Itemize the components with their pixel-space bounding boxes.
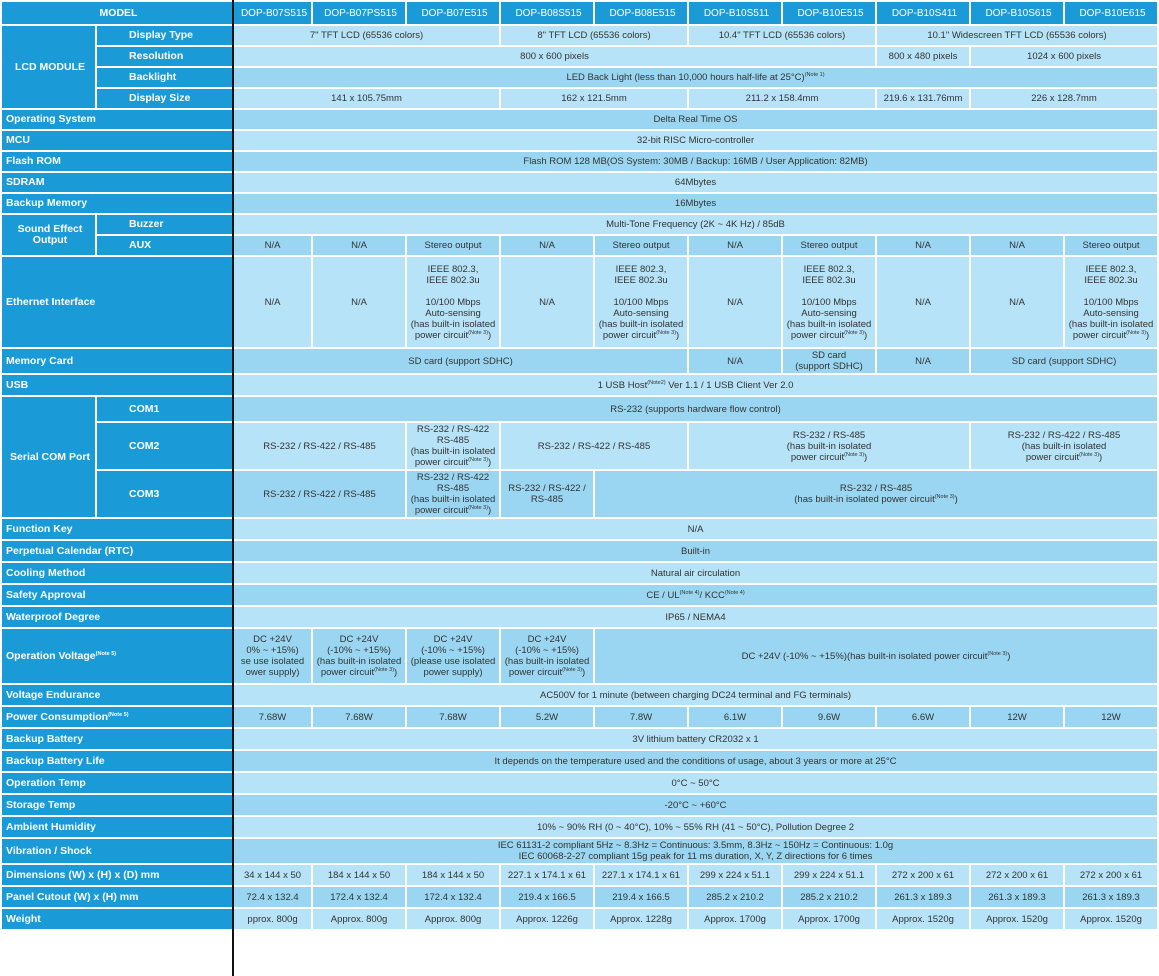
model-name: DOP-B08E515 — [595, 2, 687, 24]
spec-cell: Natural air circulation — [234, 563, 1157, 583]
spec-cell: Stereo output — [407, 236, 499, 255]
row-label: Ambient Humidity — [2, 817, 232, 837]
spec-row — [2, 375, 1157, 395]
spec-cell: 272 x 200 x 61 — [1065, 865, 1157, 885]
sub-label: COM3 — [97, 471, 232, 517]
spec-cell: 8" TFT LCD (65536 colors) — [501, 26, 687, 45]
spec-row — [2, 257, 1157, 347]
spec-cell: -20°C ~ +60°C — [234, 795, 1157, 815]
row-label: Weight — [2, 909, 232, 929]
row-label: Perpetual Calendar (RTC) — [2, 541, 232, 561]
spec-row — [2, 865, 1157, 885]
spec-row — [2, 68, 1157, 87]
spec-cell: Approx. 1700g — [689, 909, 781, 929]
spec-cell: N/A — [689, 257, 781, 347]
spec-row — [2, 26, 1157, 45]
spec-cell: 162 x 121.5mm — [501, 89, 687, 108]
spec-cell: N/A — [234, 236, 311, 255]
spec-cell: DC +24V (-10% ~ +15%) (please use isolated power supply) — [407, 629, 499, 683]
model-name: DOP-B10S615 — [971, 2, 1063, 24]
spec-row — [2, 629, 1157, 683]
spec-cell: SD card (support SDHC) — [971, 349, 1157, 373]
spec-cell: CE / $UL^{(Note 4)}/$ $KCC^{(Note 4)}$ — [234, 585, 1157, 605]
spec-row — [2, 563, 1157, 583]
spec-cell: RS-232 / RS-485 (has built-in isolated power circuit$^{(Note 3)}$) — [595, 471, 1157, 517]
row-label: Backup Battery Life — [2, 751, 232, 771]
spec-cell: 72.4 x 132.4 — [234, 887, 311, 907]
row-label: Safety Approval — [2, 585, 232, 605]
spec-row — [2, 685, 1157, 705]
row-label: Storage Temp — [2, 795, 232, 815]
sub-label: Display Type — [97, 26, 232, 45]
spec-cell: N/A — [971, 236, 1063, 255]
spec-cell: 800 x 600 pixels — [234, 47, 875, 66]
spec-cell: Built-in — [234, 541, 1157, 561]
spec-cell: 64Mbytes — [234, 173, 1157, 192]
spec-cell: RS-232 / RS-422 / RS-485 — [234, 423, 405, 469]
spec-cell: DC +24V (-10% ~ +15%)(has built-in isolated power circuit$^{(Note 3)}$) — [595, 629, 1157, 683]
spec-cell: 5.2W — [501, 707, 593, 727]
spec-cell: 3V lithium battery CR2032 x 1 — [234, 729, 1157, 749]
spec-cell: 6.1W — [689, 707, 781, 727]
spec-cell: Multi-Tone Frequency (2K ~ 4K Hz) / 85dB — [234, 215, 1157, 234]
spec-cell: 1024 x 600 pixels — [971, 47, 1157, 66]
model-label: MODEL — [2, 2, 232, 24]
spec-cell: 184 x 144 x 50 — [407, 865, 499, 885]
sub-label: COM1 — [97, 397, 232, 421]
spec-row — [2, 215, 1157, 234]
spec-row — [2, 795, 1157, 815]
spec-cell: RS-232 / RS-422 / RS-485 (has built-in isolated power circuit$^{(Note 3)}$) — [971, 423, 1157, 469]
spec-cell: 10% ~ 90% RH (0 ~ 40°C), 10% ~ 55% RH (41 ~ 50°C), Pollution Degree 2 — [234, 817, 1157, 837]
spec-cell: IEEE 802.3, IEEE 802.3u 10/100 Mbps Auto-sensing (has built-in isolated power circuit$^{(Note 3)}$) — [407, 257, 499, 347]
spec-cell: N/A — [877, 257, 969, 347]
spec-cell: Approx. 1520g — [877, 909, 969, 929]
spec-cell: IEEE 802.3, IEEE 802.3u 10/100 Mbps Auto-sensing (has built-in isolated power circuit$^{(Note 3)}$) — [1065, 257, 1157, 347]
row-label: SDRAM — [2, 173, 232, 192]
spec-cell: DC +24V (-10% ~ +15%) (has built-in isolated power circuit$^{(Note 3)}$) — [501, 629, 593, 683]
spec-row — [2, 397, 1157, 421]
spec-cell: IEC 61131-2 compliant 5Hz ~ 8.3Hz = Continuous: 3.5mm, 8.3Hz ~ 150Hz = Continuous: 1.0g IEC 60068-2-27 compliant 15g peak for 11 ms duration, X, Y, Z directions for 6 times — [234, 839, 1157, 863]
spec-cell: Stereo output — [595, 236, 687, 255]
row-label: Memory Card — [2, 349, 232, 373]
row-label: Ethernet Interface — [2, 257, 232, 347]
spec-cell: RS-232 / RS-422 RS-485 (has built-in isolated power circuit$^{(Note 3)}$) — [407, 423, 499, 469]
spec-row — [2, 729, 1157, 749]
spec-cell: AC500V for 1 minute (between charging DC24 terminal and FG terminals) — [234, 685, 1157, 705]
spec-row — [2, 131, 1157, 150]
sub-label: COM2 — [97, 423, 232, 469]
row-label: Waterproof Degree — [2, 607, 232, 627]
spec-cell: 6.6W — [877, 707, 969, 727]
spec-row — [2, 194, 1157, 213]
spec-cell: LED Back Light (less than 10,000 hours half-life at 25°C)$^{(Note 1)}$ — [234, 68, 1157, 87]
row-label: Vibration / Shock — [2, 839, 232, 863]
spec-cell: RS-232 (supports hardware flow control) — [234, 397, 1157, 421]
spec-cell: 261.3 x 189.3 — [877, 887, 969, 907]
row-label: Panel Cutout (W) x (H) mm — [2, 887, 232, 907]
spec-cell: 7.68W — [407, 707, 499, 727]
spec-row — [2, 236, 1157, 255]
spec-cell: SD card (support SDHC) — [783, 349, 875, 373]
spec-cell: Approx. 1228g — [595, 909, 687, 929]
spec-cell: RS-232 / RS-422 / RS-485 — [501, 471, 593, 517]
spec-cell: 1 USB Host$^{(Note2)}$ Ver 1.1 / 1 USB Client Ver 2.0 — [234, 375, 1157, 395]
spec-cell: 7" TFT LCD (65536 colors) — [234, 26, 499, 45]
spec-cell: 211.2 x 158.4mm — [689, 89, 875, 108]
spec-cell: N/A — [501, 257, 593, 347]
spec-cell: 12W — [971, 707, 1063, 727]
spec-cell: 16Mbytes — [234, 194, 1157, 213]
spec-cell: 800 x 480 pixels — [877, 47, 969, 66]
spec-cell: RS-232 / RS-485 (has built-in isolated power circuit$^{(Note 3)}$) — [689, 423, 969, 469]
spec-cell: 141 x 105.75mm — [234, 89, 499, 108]
spec-cell: 272 x 200 x 61 — [971, 865, 1063, 885]
spec-cell: N/A — [234, 519, 1157, 539]
spec-cell: RS-232 / RS-422 RS-485 (has built-in isolated power circuit$^{(Note 3)}$) — [407, 471, 499, 517]
spec-row — [2, 773, 1157, 793]
row-label: USB — [2, 375, 232, 395]
spec-cell: It depends on the temperature used and the conditions of usage, about 3 years or more at 25°C — [234, 751, 1157, 771]
spec-cell: IEEE 802.3, IEEE 802.3u 10/100 Mbps Auto-sensing (has built-in isolated power circuit$^{(Note 3)}$) — [783, 257, 875, 347]
spec-cell: 34 x 144 x 50 — [234, 865, 311, 885]
spec-cell: Approx. 1520g — [1065, 909, 1157, 929]
spec-cell: 12W — [1065, 707, 1157, 727]
spec-cell: 299 x 224 x 51.1 — [783, 865, 875, 885]
spec-row — [2, 887, 1157, 907]
column-divider — [232, 0, 234, 976]
spec-row — [2, 909, 1157, 929]
spec-cell: 172.4 x 132.4 — [407, 887, 499, 907]
spec-row — [2, 47, 1157, 66]
spec-cell: 184 x 144 x 50 — [313, 865, 405, 885]
sub-label: Buzzer — [97, 215, 232, 234]
spec-cell: 261.3 x 189.3 — [971, 887, 1063, 907]
spec-cell: 299 x 224 x 51.1 — [689, 865, 781, 885]
spec-cell: Approx. 1520g — [971, 909, 1063, 929]
spec-cell: 219.4 x 166.5 — [501, 887, 593, 907]
spec-cell: DC +24V 0% ~ +15%) se use isolated ower supply) — [234, 629, 311, 683]
spec-row — [2, 707, 1157, 727]
spec-cell: pprox. 800g — [234, 909, 311, 929]
row-label: Flash ROM — [2, 152, 232, 171]
sub-label: Backlight — [97, 68, 232, 87]
row-label: Cooling Method — [2, 563, 232, 583]
row-label: Operation Voltage$^{(Note 5)}$ — [2, 629, 232, 683]
group-label: Sound Effect Output — [2, 215, 95, 255]
spec-cell: N/A — [501, 236, 593, 255]
row-label: Backup Memory — [2, 194, 232, 213]
spec-cell: RS-232 / RS-422 / RS-485 — [234, 471, 405, 517]
model-name: DOP-B07E515 — [407, 2, 499, 24]
row-label: Voltage Endurance — [2, 685, 232, 705]
spec-row — [2, 423, 1157, 469]
model-name: DOP-B10E615 — [1065, 2, 1157, 24]
spec-cell: Flash ROM 128 MB(OS System: 30MB / Backup: 16MB / User Application: 82MB) — [234, 152, 1157, 171]
spec-cell: N/A — [971, 257, 1063, 347]
row-label: Operating System — [2, 110, 232, 129]
spec-row — [2, 817, 1157, 837]
model-name: DOP-B10S511 — [689, 2, 781, 24]
spec-cell: 7.8W — [595, 707, 687, 727]
spec-cell: 7.68W — [313, 707, 405, 727]
model-name: DOP-B10S411 — [877, 2, 969, 24]
model-name: DOP-B07PS515 — [313, 2, 405, 24]
model-header-row — [2, 2, 1157, 24]
spec-row — [2, 541, 1157, 561]
spec-row — [2, 607, 1157, 627]
group-label: LCD MODULE — [2, 26, 95, 108]
spec-row — [2, 173, 1157, 192]
spec-cell: IP65 / NEMA4 — [234, 607, 1157, 627]
row-label: Operation Temp — [2, 773, 232, 793]
spec-cell: 0°C ~ 50°C — [234, 773, 1157, 793]
spec-cell: Delta Real Time OS — [234, 110, 1157, 129]
spec-cell: RS-232 / RS-422 / RS-485 — [501, 423, 687, 469]
spec-cell: SD card (support SDHC) — [234, 349, 687, 373]
spec-cell: 219.6 x 131.76mm — [877, 89, 969, 108]
spec-cell: 227.1 x 174.1 x 61 — [501, 865, 593, 885]
spec-cell: N/A — [877, 349, 969, 373]
spec-row — [2, 89, 1157, 108]
spec-cell: 219.4 x 166.5 — [595, 887, 687, 907]
sub-label: AUX — [97, 236, 232, 255]
spec-row — [2, 110, 1157, 129]
row-label: Function Key — [2, 519, 232, 539]
row-label: Backup Battery — [2, 729, 232, 749]
spec-row — [2, 349, 1157, 373]
spec-cell: Approx. 800g — [313, 909, 405, 929]
row-label: Dimensions (W) x (H) x (D) mm — [2, 865, 232, 885]
spec-row — [2, 585, 1157, 605]
spec-cell: N/A — [234, 257, 311, 347]
spec-cell: 285.2 x 210.2 — [689, 887, 781, 907]
spec-cell: 32-bit RISC Micro-controller — [234, 131, 1157, 150]
row-label: Power Consumption$^{(Note 5)}$ — [2, 707, 232, 727]
spec-cell: Stereo output — [783, 236, 875, 255]
spec-cell: N/A — [313, 236, 405, 255]
spec-cell: 261.3 x 189.3 — [1065, 887, 1157, 907]
spec-cell: IEEE 802.3, IEEE 802.3u 10/100 Mbps Auto-sensing (has built-in isolated power circuit$^{(Note 3)}$) — [595, 257, 687, 347]
row-label: MCU — [2, 131, 232, 150]
group-label: Serial COM Port — [2, 397, 95, 517]
model-name: DOP-B10E515 — [783, 2, 875, 24]
spec-cell: Approx. 1226g — [501, 909, 593, 929]
spec-cell: 172.4 x 132.4 — [313, 887, 405, 907]
spec-row — [2, 519, 1157, 539]
spec-cell: DC +24V (-10% ~ +15%) (has built-in isolated power circuit$^{(Note 3)}$) — [313, 629, 405, 683]
spec-row — [2, 751, 1157, 771]
spec-cell: N/A — [313, 257, 405, 347]
spec-cell: N/A — [689, 236, 781, 255]
spec-cell: 227.1 x 174.1 x 61 — [595, 865, 687, 885]
spec-row — [2, 471, 1157, 517]
spec-cell: N/A — [877, 236, 969, 255]
spec-row — [2, 152, 1157, 171]
sub-label: Resolution — [97, 47, 232, 66]
spec-cell: Approx. 800g — [407, 909, 499, 929]
spec-cell: 10.1" Widescreen TFT LCD (65536 colors) — [877, 26, 1157, 45]
spec-cell: 10.4" TFT LCD (65536 colors) — [689, 26, 875, 45]
spec-cell: Approx. 1700g — [783, 909, 875, 929]
spec-cell: 226 x 128.7mm — [971, 89, 1157, 108]
spec-cell: Stereo output — [1065, 236, 1157, 255]
spec-cell: 285.2 x 210.2 — [783, 887, 875, 907]
spec-row — [2, 839, 1157, 863]
spec-cell: N/A — [689, 349, 781, 373]
spec-cell: 7.68W — [234, 707, 311, 727]
spec-cell: 9.6W — [783, 707, 875, 727]
model-name: DOP-B07S515 — [234, 2, 311, 24]
model-name: DOP-B08S515 — [501, 2, 593, 24]
sub-label: Display Size — [97, 89, 232, 108]
spec-cell: 272 x 200 x 61 — [877, 865, 969, 885]
